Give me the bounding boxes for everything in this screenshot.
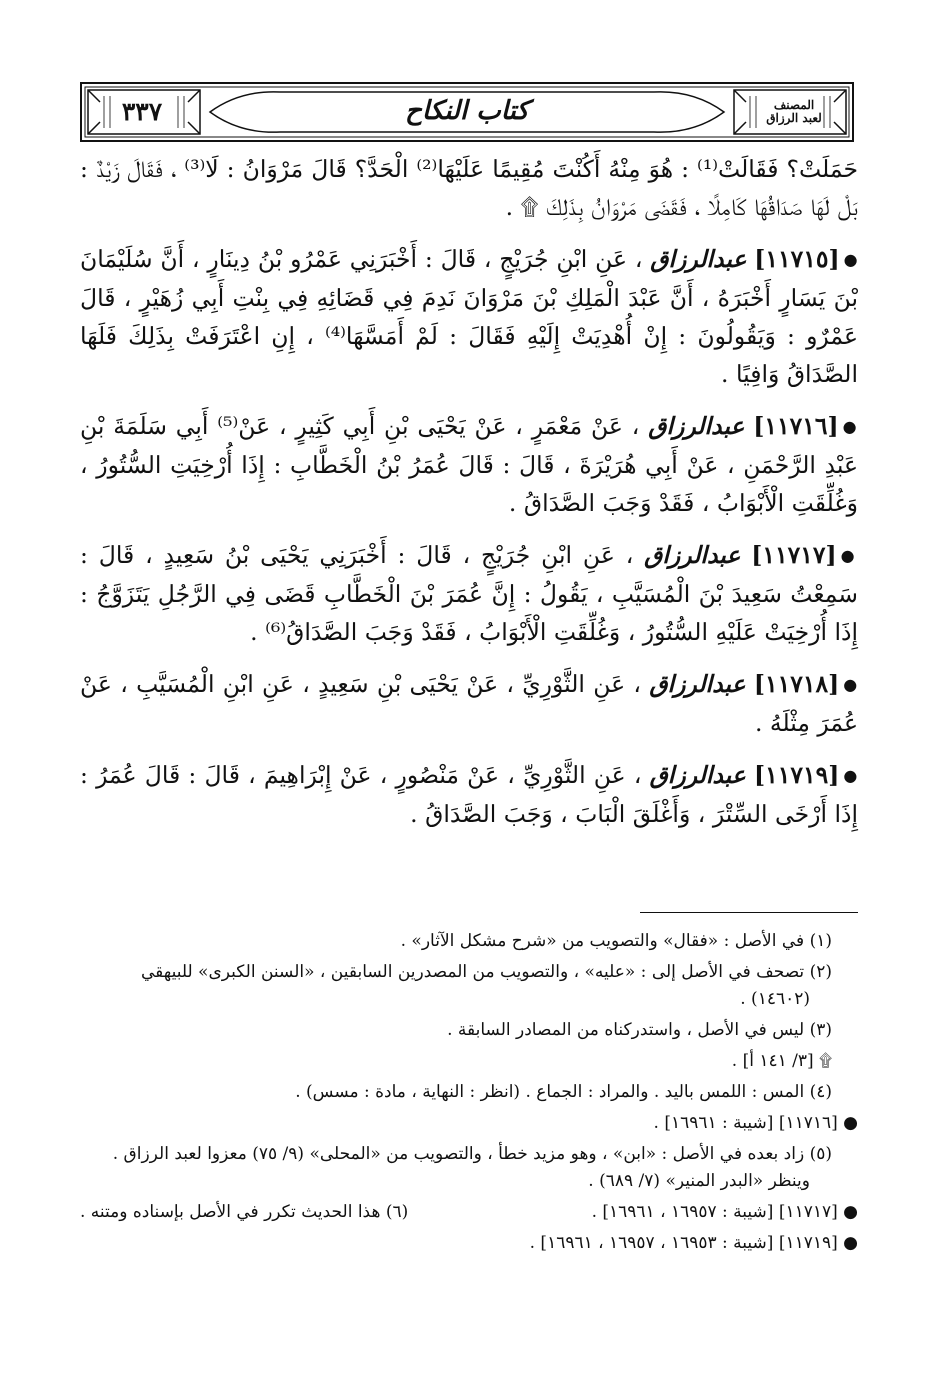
hadith-number: [١١٧١٩] [753, 761, 840, 789]
footnote-row [80, 1199, 858, 1226]
seal-line-1: المصنف [773, 98, 815, 113]
hadith-text: ، عَنِ الثَّوْرِيِّ ، عَنْ يَحْيَى بْنِ سَعِيدٍ ، عَنِ ابْنِ الْمُسَيَّبِ ، عَنْ عُمَرَ مِثْلَهُ . [80, 670, 858, 737]
reference-11717: ● [١١٧١٧] [شيبة : ١٦٩٥٧ ، ١٦٩٦١] . [591, 1202, 858, 1222]
hadith-11716 [80, 407, 858, 522]
bullet-icon: ● [843, 675, 858, 694]
footnote-divider [640, 912, 858, 913]
footnote-2-continuation: (١٤٦٠٢) . [740, 989, 810, 1009]
reference-11719: ● [١١٧١٩] [شيبة : ١٦٩٥٣ ، ١٦٩٥٧ ، ١٦٩٦١] . [529, 1233, 858, 1253]
hadith-author: عبدالرزاق [648, 412, 745, 440]
footnotes [80, 928, 858, 1261]
hadith-number: [١١٧١٨] [753, 670, 840, 698]
footnote-5-continuation: وينظر «البدر المنير» (٧/ ٦٨٩) . [588, 1171, 810, 1191]
page-number: ٣٣٧ [121, 96, 163, 126]
hadith-author: عبدالرزاق [650, 245, 747, 273]
footnote-2-text: (٢) تصحف في الأصل إلى : «عليه» ، والتصويب من المصدرين السابقين ، «السنن الكبرى» للبيهقي [140, 962, 832, 982]
publisher-seal [740, 88, 848, 136]
hadith-text: ، عَنِ ابْنِ جُرَيْجٍ ، قَالَ : أَخْبَرَنِي يَحْيَى بْنُ سَعِيدٍ ، قَالَ : سَمِعْتُ سَعِيدَ بْنَ الْمُسَيَّبِ ، يَقُولُ : إِنَّ عُمَرَ بْنَ الْخَطَّابِ قَضَى فِي الرَّجُلِ يَتَزَوَّجُ : إِذَا أُرْخِيَتْ عَلَيْهِ السُّتُورُ ، وَغُلِّقَتِ الْأَبْوَابُ ، فَقَدْ وَجَبَ الصَّدَاقُ⁽⁶⁾ . [80, 541, 858, 646]
footnote-5 [80, 1141, 858, 1195]
footnote-4: (٤) المس : اللمس باليد . والمراد : الجماع . (انظر : النهاية ، مادة : مسس) . [295, 1082, 832, 1102]
footnote-3: (٣) ليس في الأصل ، واستدركناه من المصادر السابقة . [447, 1020, 832, 1040]
footnote-2 [80, 959, 858, 1013]
hadith-author: عبدالرزاق [644, 541, 741, 569]
hadith-number: [١١٧١٦] [753, 412, 839, 440]
footnote-1: (١) في الأصل : «فقال» والتصويب من «شرح مشكل الآثار» . [400, 931, 832, 951]
footnote-6: (٦) هذا الحديث تكرر في الأصل بإسناده ومتنه . [80, 1202, 409, 1222]
footnote-5-text: (٥) زاد بعده في الأصل : «ابن» ، وهو مزيد خطأ ، والتصويب من «المحلى» (٩/ ٧٥) معزوا لعبد الرزاق . [112, 1144, 832, 1164]
hadith-number: [١١٧١٧] [751, 541, 837, 569]
hadith-number: [١١٧١٥] [754, 245, 840, 273]
hadith-author: عبدالرزاق [649, 670, 746, 698]
hadith-11717 [80, 536, 858, 651]
reference-11716: ● [١١٧١٦] [شيبة : ١٦٩٦١] . [653, 1113, 858, 1133]
bullet-icon: ● [843, 250, 858, 269]
bullet-icon: ● [840, 546, 858, 565]
hadith-text: ، عَنْ مَعْمَرٍ ، عَنْ يَحْيَى بْنِ أَبِي كَثِيرٍ ، عَنْ⁽⁵⁾ أَبِي سَلَمَةَ بْنِ عَبْدِ الرَّحْمَنِ ، عَنْ أَبِي هُرَيْرَةَ ، قَالَ : قَالَ عُمَرُ بْنُ الْخَطَّابِ : إِذَا أُرْخِيَتِ السُّتُورُ ، وَغُلِّقَتِ الْأَبْوَابُ ، فَقَدْ وَجَبَ الصَّدَاقُ . [80, 412, 858, 517]
bullet-icon: ● [842, 417, 858, 436]
seal-line-2: لعبد الرزاق [766, 111, 822, 125]
book-title: كتاب النكاح [405, 96, 529, 126]
folio-reference: ۩ [٣/ ١٤١ أ] . [731, 1051, 832, 1071]
hadith-author: عبدالرزاق [649, 761, 746, 789]
hadith-text: ، عَنِ ابْنِ جُرَيْجٍ ، قَالَ : أَخْبَرَنِي عَمْرُو بْنُ دِينَارٍ ، أَنَّ سُلَيْمَانَ بْنَ يَسَارٍ أَخْبَرَهُ ، أَنَّ عَبْدَ الْمَلِكِ بْنَ مَرْوَانَ نَدِمَ فِي قَضَائِهِ فِي بِنْتِ أَبِي زُهَيْرٍ ، قَالَ عَمْرٌو : وَيَقُولُونَ : إِنْ أُهْدِيَتْ إِلَيْهِ فَقَالَ : لَمْ أَمَسَّهَا⁽⁴⁾ ، إِنِ اعْتَرَفَتْ بِذَلِكَ فَلَهَا الصَّدَاقُ وَافِيًا . [80, 245, 858, 388]
page-header [80, 82, 854, 142]
bullet-icon: ● [843, 766, 858, 785]
hadith-11719 [80, 756, 858, 833]
main-text [80, 150, 858, 847]
hadith-text: ، عَنِ الثَّوْرِيِّ ، عَنْ مَنْصُورٍ ، عَنْ إِبْرَاهِيمَ ، قَالَ : قَالَ عُمَرُ : إِذَا أَرْخَى السِّتْرَ ، وَأَغْلَقَ الْبَابَ ، وَجَبَ الصَّدَاقُ . [80, 761, 858, 828]
hadith-11715 [80, 240, 858, 393]
continuation-paragraph: حَمَلَتْ؟ فَقَالَتْ⁽¹⁾ : هُوَ مِنْهُ أَكُنْتَ مُقِيمًا عَلَيْهَا⁽²⁾ الْحَدَّ؟ قَالَ مَرْوَانُ : لَا⁽³⁾ ، فَقَالَ زَيْدٌ : بَلْ لَهَا صَدَاقُهَا كَامِلًا ، فَقَضَى مَرْوَانُ بِذَلِكَ ۩ . [80, 155, 858, 221]
hadith-11718 [80, 665, 858, 742]
